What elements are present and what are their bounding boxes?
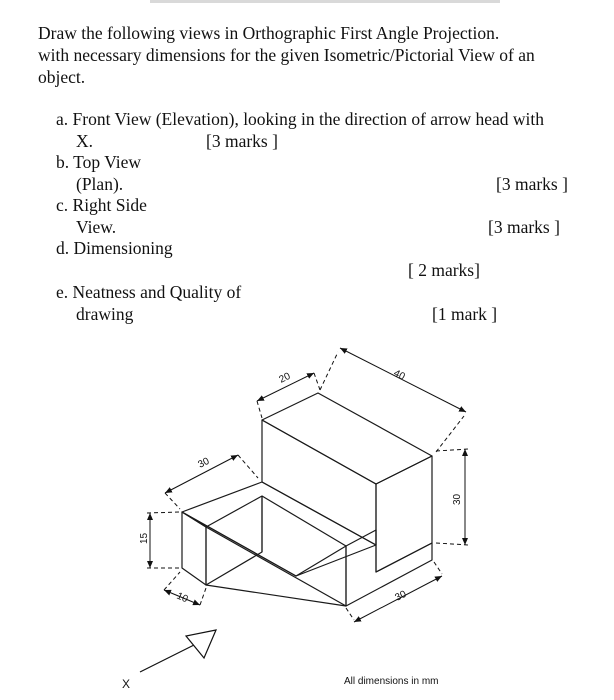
cropped-top-strip — [150, 0, 500, 3]
view-direction-label: X — [122, 677, 131, 691]
item-e-marks: [1 mark ] — [432, 304, 498, 324]
dim-label-30-right: 30 — [452, 493, 463, 505]
item-d-line-1: d. Dimensioning — [56, 238, 173, 258]
item-c-line-2: View. — [76, 217, 117, 237]
object-outline — [182, 393, 432, 606]
top-step-top-face — [262, 393, 432, 484]
question-line-2: with necessary dimensions for the given Isometric/Pictorial View of an — [38, 45, 535, 65]
item-a-line-2: X. — [76, 131, 94, 151]
item-a-line-1: a. Front View (Elevation), looking in the direction of arrow head with — [56, 109, 545, 129]
dim-label-30-bottom: 30 — [393, 588, 409, 604]
item-b-line-1: b. Top View — [56, 152, 142, 172]
question-line-1: Draw the following views in Orthographic First Angle Projection. — [38, 23, 500, 43]
item-a-marks: [3 marks ] — [206, 131, 278, 151]
view-direction-arrow — [140, 630, 216, 672]
item-e-line-2: drawing — [76, 304, 134, 324]
item-e-line-1: e. Neatness and Quality of — [56, 282, 242, 302]
dim-label-40: 40 — [391, 367, 407, 383]
right-side-upper-face — [376, 456, 432, 572]
item-c-marks: [3 marks ] — [488, 217, 560, 237]
units-note: All dimensions in mm — [344, 676, 439, 687]
item-b-marks: [3 marks ] — [496, 174, 568, 194]
isometric-drawing — [0, 330, 614, 700]
top-step-riser — [262, 420, 376, 545]
dim-label-10: 10 — [174, 590, 190, 606]
dim-label-15: 15 — [139, 532, 150, 544]
dimension-lines — [147, 348, 468, 622]
question-line-3: object. — [38, 67, 86, 87]
item-c-line-1: c. Right Side — [56, 195, 147, 215]
dim-line-40 — [340, 348, 466, 412]
left-notch-face — [206, 496, 262, 585]
item-d-marks: [ 2 marks] — [408, 260, 480, 280]
right-side-lower-face — [346, 530, 432, 606]
dim-label-20: 20 — [277, 370, 293, 386]
item-b-line-2: (Plan). — [76, 174, 124, 194]
dim-label-30-top: 30 — [196, 455, 212, 471]
